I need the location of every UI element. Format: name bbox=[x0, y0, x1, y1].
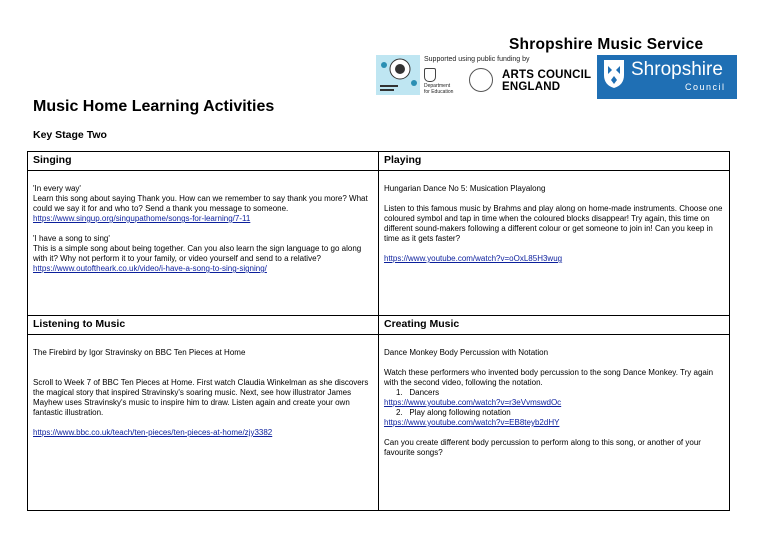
listening-text: Scroll to Week 7 of BBC Ten Pieces at Home. First watch Claudia Winkelman as she discovers the magical story that inspired Stravinsky's soaring music. Next, see how illustrator James Mayhew uses Stravinsky's music to inspire him to draw. Listen again and create your own fantastic illustration. bbox=[33, 378, 369, 417]
creating-item-1-label: Dancers bbox=[409, 388, 440, 397]
playing-cell bbox=[379, 171, 730, 316]
creating-item-2-number: 2. bbox=[396, 408, 403, 417]
key-stage-label: Key Stage Two bbox=[33, 129, 107, 141]
funding-text: Supported using public funding by bbox=[424, 56, 530, 63]
creating-link-1[interactable]: https://www.youtube.com/watch?v=r3eVvmswdOc bbox=[384, 398, 562, 407]
singing-heading: Singing bbox=[28, 152, 379, 171]
creating-item-2-label: Play along following notation bbox=[409, 408, 511, 417]
creating-item-2 bbox=[384, 408, 724, 418]
playing-text: Listen to this famous music by Brahms and play along on home-made instruments. Choose one coloured symbol and tap in time when the coloured blocks disappear! Try again, this time on different sound-makers following a different colour or get someone to join in! Can you keep in time as it gets faster? bbox=[384, 204, 723, 243]
singing-cell bbox=[28, 171, 379, 316]
arts-council-logo bbox=[502, 69, 591, 93]
council-sub: Council bbox=[685, 82, 726, 92]
playing-heading: Playing bbox=[379, 152, 730, 171]
creating-cell bbox=[379, 335, 730, 511]
council-name: Shropshire bbox=[631, 59, 723, 80]
singing-song-1-text: Learn this song about saying Thank you. How can we remember to say thank you more? What could we say it for and who to? Send a thank you message to someone. bbox=[33, 194, 368, 213]
dfe-line-2: for Education bbox=[424, 89, 454, 95]
arts-council-line-1: ARTS COUNCIL bbox=[502, 69, 592, 81]
music-education-hub-logo bbox=[376, 55, 420, 95]
shield-icon bbox=[603, 59, 625, 89]
singing-song-2-link[interactable]: https://www.outoftheark.co.uk/video/i-have-a-song-to-sing-signing/ bbox=[33, 264, 267, 273]
listening-link[interactable]: https://www.bbc.co.uk/teach/ten-pieces/ten-pieces-at-home/zjy3382 bbox=[33, 428, 273, 437]
singing-song-1-link[interactable]: https://www.singup.org/singupathome/songs-for-learning/7-11 bbox=[33, 214, 251, 223]
activities-table bbox=[27, 151, 730, 511]
arts-council-roundel-icon bbox=[469, 68, 493, 92]
crown-crest-icon bbox=[424, 68, 436, 82]
listening-heading: Listening to Music bbox=[28, 316, 379, 335]
singing-song-2-title: 'I have a song to sing' bbox=[33, 234, 110, 243]
singing-song-2-text: This is a simple song about being together. Can you also learn the sign language to go along with it? Why not perform it to your family, or video yourself and send to a relative? bbox=[33, 244, 362, 263]
page-title: Music Home Learning Activities bbox=[33, 98, 275, 115]
department-for-education-logo bbox=[424, 68, 464, 95]
creating-heading: Creating Music bbox=[379, 316, 730, 335]
creating-title: Dance Monkey Body Percussion with Notation bbox=[384, 348, 549, 357]
creating-text: Watch these performers who invented body percussion to the song Dance Monkey. Try again with the second video, following the notation. bbox=[384, 368, 714, 387]
playing-link[interactable]: https://www.youtube.com/watch?v=oOxL85H3wug bbox=[384, 254, 563, 263]
service-title: Shropshire Music Service bbox=[509, 36, 704, 53]
creating-link-2[interactable]: https://www.youtube.com/watch?v=EB8teyb2dHY bbox=[384, 418, 560, 427]
playing-title: Hungarian Dance No 5: Musication Playalong bbox=[384, 184, 546, 193]
singing-song-1-title: 'In every way' bbox=[33, 184, 81, 193]
arts-council-line-2: ENGLAND bbox=[502, 81, 561, 93]
creating-item-1-number: 1. bbox=[396, 388, 403, 397]
listening-title: The Firebird by Igor Stravinsky on BBC Ten Pieces at Home bbox=[33, 348, 246, 357]
shropshire-council-logo bbox=[597, 55, 737, 99]
creating-question: Can you create different body percussion to perform along to this song, or another of your favourite songs? bbox=[384, 438, 701, 457]
creating-item-1 bbox=[384, 388, 724, 398]
dfe-line-1: Department bbox=[424, 83, 451, 89]
listening-cell bbox=[28, 335, 379, 511]
